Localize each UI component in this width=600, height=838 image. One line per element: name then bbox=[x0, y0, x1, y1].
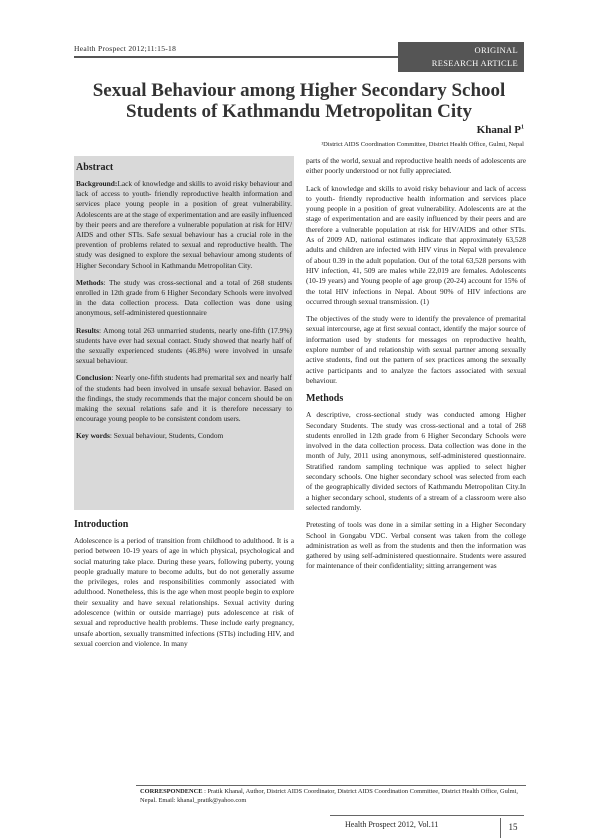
introduction-heading: Introduction bbox=[74, 519, 129, 530]
methods-label: Methods bbox=[76, 277, 104, 287]
conclusion-label: Conclusion bbox=[76, 373, 112, 383]
results-text: : Among total 263 unmarried students, nearly one-fifth (17.9%) students have ever had sexual contact. Study showed that nearly half of the sexually experienced students (46.8%) were involved in unsafe sexual behaviour. bbox=[76, 325, 292, 366]
footer-journal: Health Prospect 2012, Vol.11 bbox=[345, 820, 439, 829]
methods-paragraph-1: A descriptive, cross-sectional study was conducted among Higher Secondary Students. The study was cross-sectional and a total of 268 students enrolled in 12th grade from 6 Higher Secondary Schools were involved in the data collection process. Data collection was done in the month of July, 2011 using anonymous, self-administered questionnaire. Stratified random sampling technique was applied to select higher secondary schools. One higher secondary school was selected from each of the geographically divided sectors of Kathmandu Metropolitan City.In a higher secondary school, students of a stream of a classroom were also selected randomly. bbox=[306, 410, 526, 512]
keywords-label: Key words bbox=[76, 431, 110, 441]
introduction-section bbox=[74, 519, 294, 656]
conclusion-text: : Nearly one-fifth students had premarital sex and nearly half of the students had been involved in unsafe sexual behavior. Based on the findings, the study recommends that the major concern should be on making the sexual relations safe and it is therefore necessary to encourage young people to be consistent condom users. bbox=[76, 373, 292, 424]
col2-paragraph-3: The objectives of the study were to identify the prevalence of premarital sexual intercourse, age at first sexual contact, identify the major source of information used by students for messages on reproductive health, explore number of and relationship with sexual partner among sexually active students, find out the pattern of sex practices among the sexually active participants and to analyze the factors associated with sexual behaviour. bbox=[306, 314, 526, 385]
methods-text: : The study was cross-sectional and a total of 268 students enrolled in 12th grade from 6 Higher Secondary Schools were involved in the data collection process. Data collection was done using anonymous, self-administered questionnaire bbox=[76, 277, 292, 318]
paper-title: Sexual Behaviour among Higher Secondary School Students of Kathmandu Metropolitan City bbox=[92, 80, 506, 122]
results-label: Results bbox=[76, 325, 99, 335]
journal-header: Health Prospect 2012;11:15-18 bbox=[74, 44, 177, 53]
abstract-keywords bbox=[76, 431, 292, 441]
correspondence-text: : Pratik Khanal, Author, District AIDS Coordinator, District AIDS Coordination Committee, District Health Office, Gulmi, Nepal. Email: khanal_pratik@yahoo.com bbox=[140, 788, 518, 804]
author-affiliation: ¹District AIDS Coordination Committee, District Health Office, Gulmi, Nepal bbox=[321, 141, 524, 148]
footer-rule bbox=[330, 815, 524, 816]
background-label: Background: bbox=[76, 179, 118, 188]
correspondence-label: CORRESPONDENCE bbox=[140, 788, 203, 795]
keywords-text: : Sexual behaviour, Students, Condom bbox=[109, 431, 224, 441]
author-name-text: Khanal P bbox=[476, 124, 521, 136]
abstract-heading: Abstract bbox=[76, 162, 114, 173]
right-column bbox=[306, 156, 526, 579]
abstract-conclusion bbox=[76, 373, 292, 424]
abstract-box bbox=[74, 156, 294, 510]
author-name bbox=[477, 124, 524, 136]
background-text: Lack of knowledge and skills to avoid risky behaviour and lack of access to youth- friendly reproductive health information and services place young people in a position of great vulnerability. Adolescents are at the stage of experimentation and are easily influenced by their peers and are therefore a vulnerable population at risk for HIV/ AIDS and other STIs. Safe sexual behaviour has a crucial role in the prevention of problems related to sexual and reproductive health. The study was designed to explore the sexual behaviour among students of Higher Secondary School in Kathmandu Metropolitan City. bbox=[76, 179, 292, 270]
badge-line-2: RESEARCH ARTICLE bbox=[431, 58, 518, 68]
abstract-methods bbox=[76, 278, 292, 319]
abstract-background bbox=[76, 179, 292, 271]
article-type-badge bbox=[398, 42, 524, 72]
author-sup: 1 bbox=[521, 124, 524, 131]
abstract-results bbox=[76, 326, 292, 367]
methods-heading: Methods bbox=[306, 393, 344, 405]
correspondence-note bbox=[140, 787, 526, 805]
correspondence-rule bbox=[136, 785, 526, 786]
methods-paragraph-2: Pretesting of tools was done in a similar setting in a Higher Secondary School in Gongabu VDC. Verbal consent was taken from the college administration as well as from the students and then the information was gathered by using self-administered questionnaire. Students were assured for maintenance of their confidentiality; sitting arrangement was bbox=[306, 520, 526, 571]
col2-paragraph-1: parts of the world, sexual and reproductive health needs of adolescents are either poorly understood or not fully appreciated. bbox=[306, 156, 526, 176]
introduction-paragraph: Adolescence is a period of transition from childhood to adulthood. It is a period between 10-19 years of age in which physical, psychological and social maturing take place. During these years, following puberty, young people gradually mature to become adults, but do not generally assume the privileges, roles and responsibilities commonly associated with adulthood. Nonetheless, this is the age when most people begin to explore their sexuality and have sexual relationships. Sexual activity during adolescence (within or outside marriage) puts adolescence at risk of sexual and reproductive health problems. These include early pregnancy, unsafe abortion, sexually transmitted infections (STIs) including HIV, and sexual coercion and violence. In many bbox=[74, 536, 294, 648]
page-number: 15 bbox=[500, 818, 525, 838]
col2-paragraph-2: Lack of knowledge and skills to avoid risky behaviour and lack of access to youth- friendly reproductive health information and services place young people in a position of great vulnerability. Adolescents are at the stage of experimentation and are easily influenced by their peers and are therefore a vulnerable population at risk for HIV/AIDS and other STIs. As of 2009 AD, national estimates indicate that approximately 63,528 adults and children are infected with HIV virus in Nepal with prevalence of about 0.39 in the adult population. Out of the total 63,528 persons with HIV infection, 41, 509 are males while 22,019 are females. Adolescents (10-19 years) and Young people of age group (20-24) account for 15% of the total HIV infections in Nepal. About 90% of HIV infections are occurred through sexual transmission. (1) bbox=[306, 183, 526, 306]
badge-line-1: ORIGINAL bbox=[474, 45, 518, 55]
